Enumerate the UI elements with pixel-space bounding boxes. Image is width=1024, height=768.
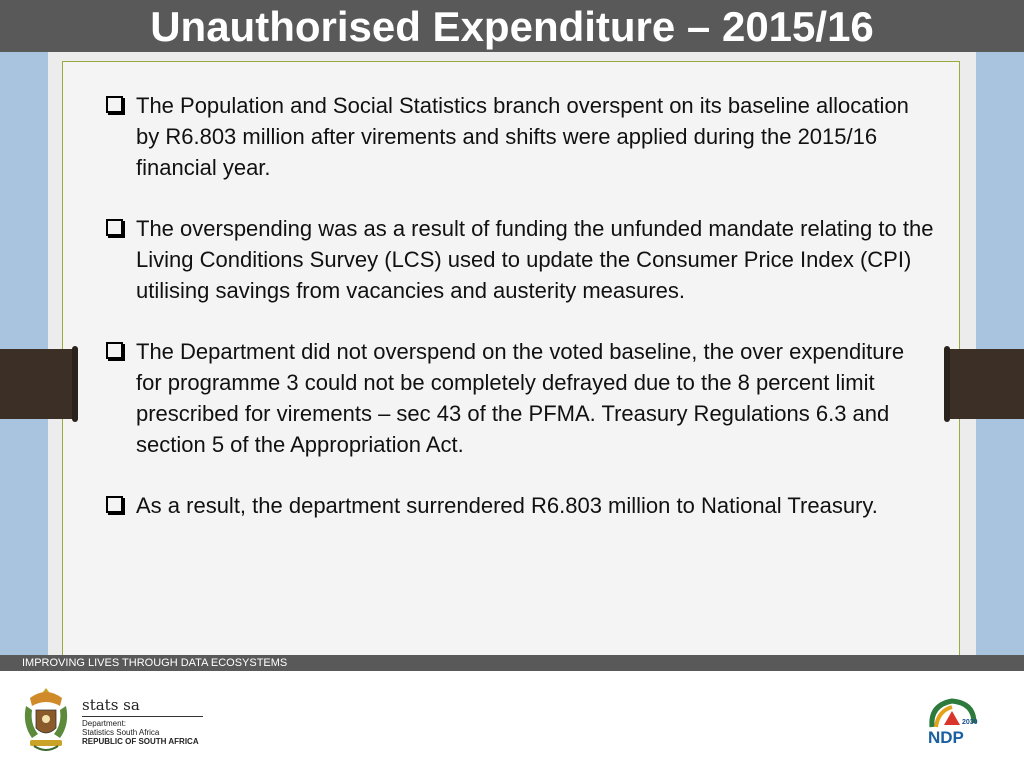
- checkbox-bullet-icon: [106, 496, 123, 513]
- ndp-2030-logo: [924, 697, 980, 747]
- footer-tagline: IMPROVING LIVES THROUGH DATA ECOSYSTEMS: [22, 657, 288, 669]
- org-divider: [82, 716, 203, 717]
- bullet-text: As a result, the department surrendered R6.803 million to National Treasury.: [136, 493, 878, 518]
- right-dark-band: [948, 349, 1024, 419]
- checkbox-bullet-icon: [106, 219, 123, 236]
- bullet-item: [104, 336, 934, 460]
- bullet-list: [104, 90, 934, 551]
- checkbox-bullet-icon: [106, 96, 123, 113]
- bullet-item: [104, 490, 934, 521]
- bullet-text: The Department did not overspend on the voted baseline, the over expenditure for programme 3 could not be completely defrayed due to the 8 percent limit prescribed for virements – sec 43 of the PFMA. Treasury Regulations 6.3 and section 5 of the Appropriation Act.: [136, 339, 905, 457]
- dept-line-1: Department:: [82, 719, 127, 728]
- slide-title: Unauthorised Expenditure – 2015/16: [150, 3, 874, 50]
- right-band-cap: [944, 346, 950, 422]
- dept-line-2: Statistics South Africa: [82, 728, 160, 737]
- ndp-year: 2030: [962, 719, 978, 726]
- dept-line-3: REPUBLIC OF SOUTH AFRICA: [82, 737, 199, 746]
- org-name: stats sa: [82, 696, 140, 714]
- left-dark-band: [0, 349, 74, 419]
- bullet-text: The overspending was as a result of funding the unfunded mandate relating to the Living Conditions Survey (LCS) used to update the Consumer Price Index (CPI) utilising savings from vacancies and austerity measures.: [136, 216, 934, 303]
- coat-of-arms-icon: [20, 684, 72, 756]
- ndp-text: NDP: [928, 728, 964, 747]
- checkbox-bullet-icon: [106, 342, 123, 359]
- left-band-cap: [72, 346, 78, 422]
- bullet-text: The Population and Social Statistics branch overspent on its baseline allocation by R6.803 million after virements and shifts were applied during the 2015/16 financial year.: [136, 93, 909, 180]
- bullet-item: [104, 90, 934, 183]
- bullet-item: [104, 213, 934, 306]
